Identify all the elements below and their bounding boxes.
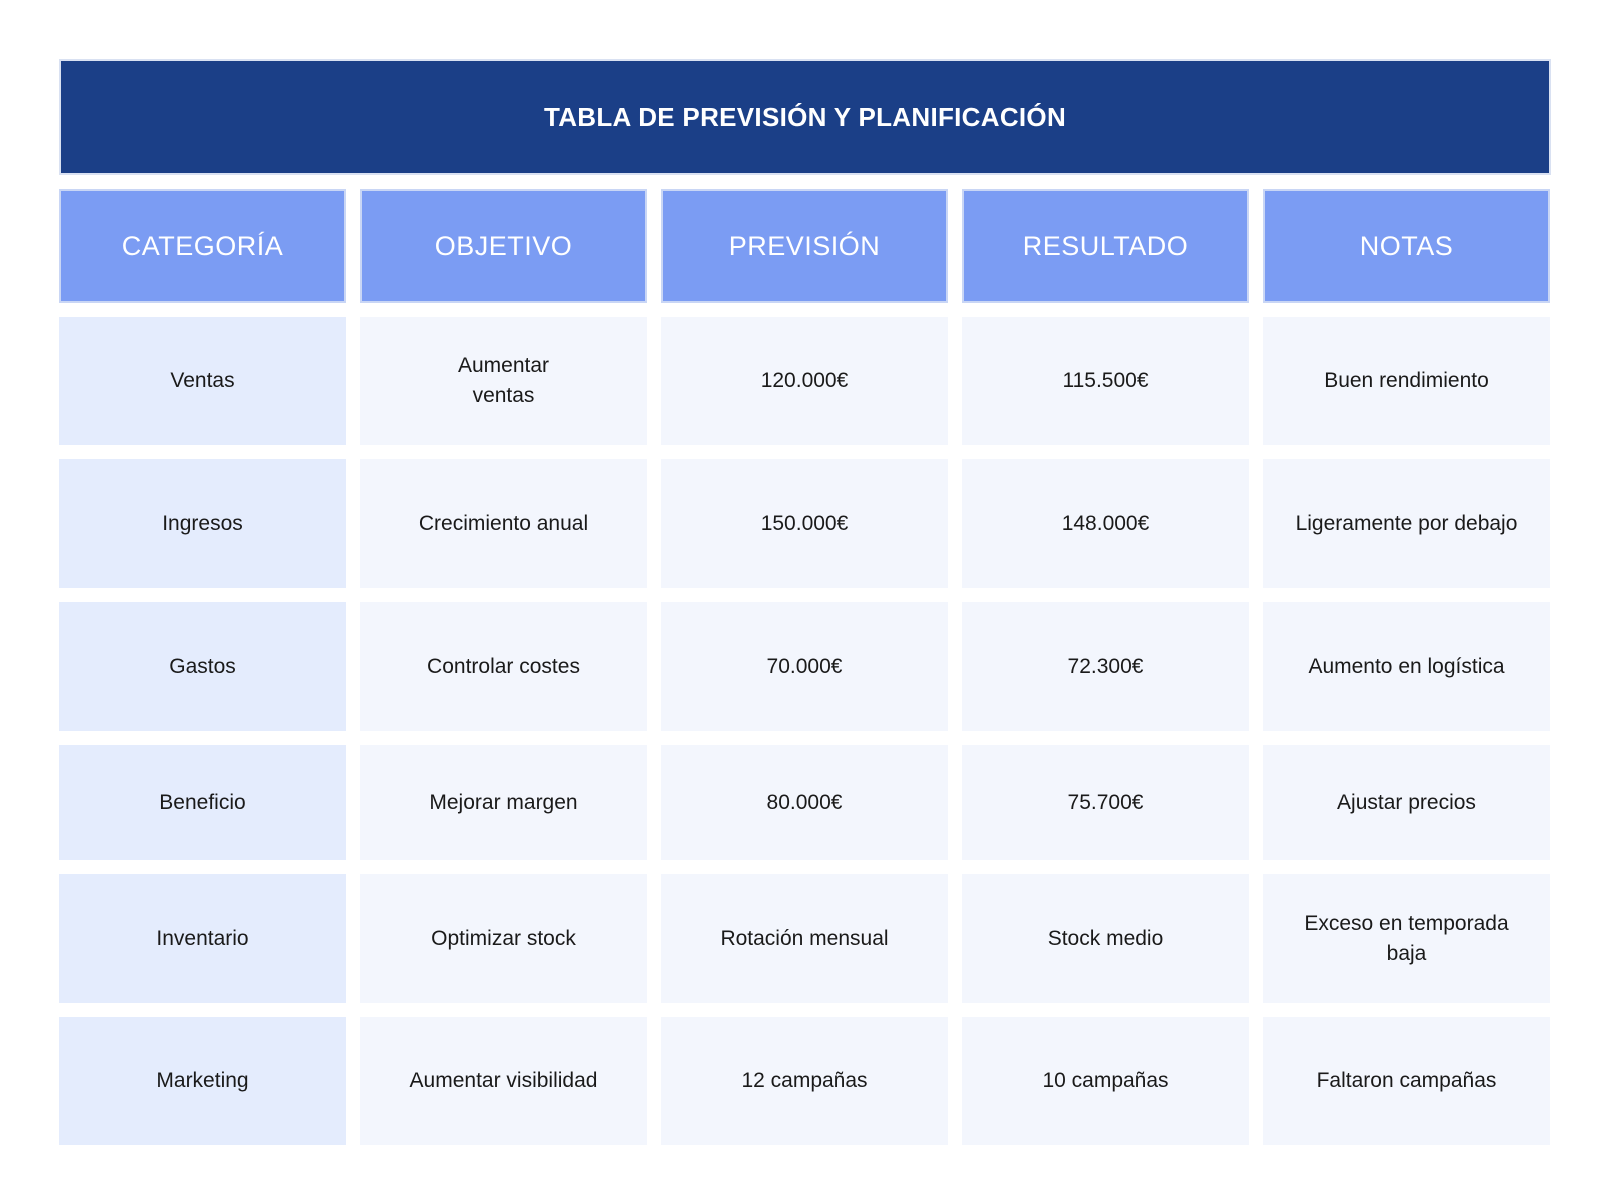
table-cell-forecast: 12 campañas	[661, 1017, 948, 1145]
table-cell-objective: Optimizar stock	[360, 874, 647, 1003]
table-cell-notes: Aumento en logística	[1263, 602, 1550, 731]
table-cell-notes: Buen rendimiento	[1263, 317, 1550, 445]
table-cell-forecast: 70.000€	[661, 602, 948, 731]
header-prevision: PREVISIÓN	[661, 189, 948, 303]
table-cell-result: 148.000€	[962, 459, 1249, 588]
table-cell-category: Ventas	[59, 317, 346, 445]
header-categoria: CATEGORÍA	[59, 189, 346, 303]
table-cell-result: 10 campañas	[962, 1017, 1249, 1145]
table-cell-forecast: 80.000€	[661, 745, 948, 860]
table-cell-objective: Aumentar ventas	[360, 317, 647, 445]
table-cell-category: Inventario	[59, 874, 346, 1003]
table-cell-notes: Ligeramente por debajo	[1263, 459, 1550, 588]
forecast-table	[59, 189, 1551, 1145]
table-cell-result: 72.300€	[962, 602, 1249, 731]
table-cell-category: Beneficio	[59, 745, 346, 860]
table-cell-result: 115.500€	[962, 317, 1249, 445]
table-cell-objective: Aumentar visibilidad	[360, 1017, 647, 1145]
table-cell-category: Gastos	[59, 602, 346, 731]
table-cell-category: Ingresos	[59, 459, 346, 588]
table-cell-notes: Ajustar precios	[1263, 745, 1550, 860]
table-cell-objective: Mejorar margen	[360, 745, 647, 860]
table-cell-objective: Controlar costes	[360, 602, 647, 731]
table-cell-forecast: Rotación mensual	[661, 874, 948, 1003]
title-banner	[59, 59, 1551, 175]
header-notas: NOTAS	[1263, 189, 1550, 303]
table-cell-objective: Crecimiento anual	[360, 459, 647, 588]
table-cell-category: Marketing	[59, 1017, 346, 1145]
header-resultado: RESULTADO	[962, 189, 1249, 303]
table-cell-result: Stock medio	[962, 874, 1249, 1003]
table-cell-forecast: 150.000€	[661, 459, 948, 588]
table-cell-result: 75.700€	[962, 745, 1249, 860]
table-cell-forecast: 120.000€	[661, 317, 948, 445]
table-cell-notes: Faltaron campañas	[1263, 1017, 1550, 1145]
page-title: TABLA DE PREVISIÓN Y PLANIFICACIÓN	[543, 101, 1067, 132]
header-objetivo: OBJETIVO	[360, 189, 647, 303]
table-cell-notes: Exceso en temporada baja	[1263, 874, 1550, 1003]
